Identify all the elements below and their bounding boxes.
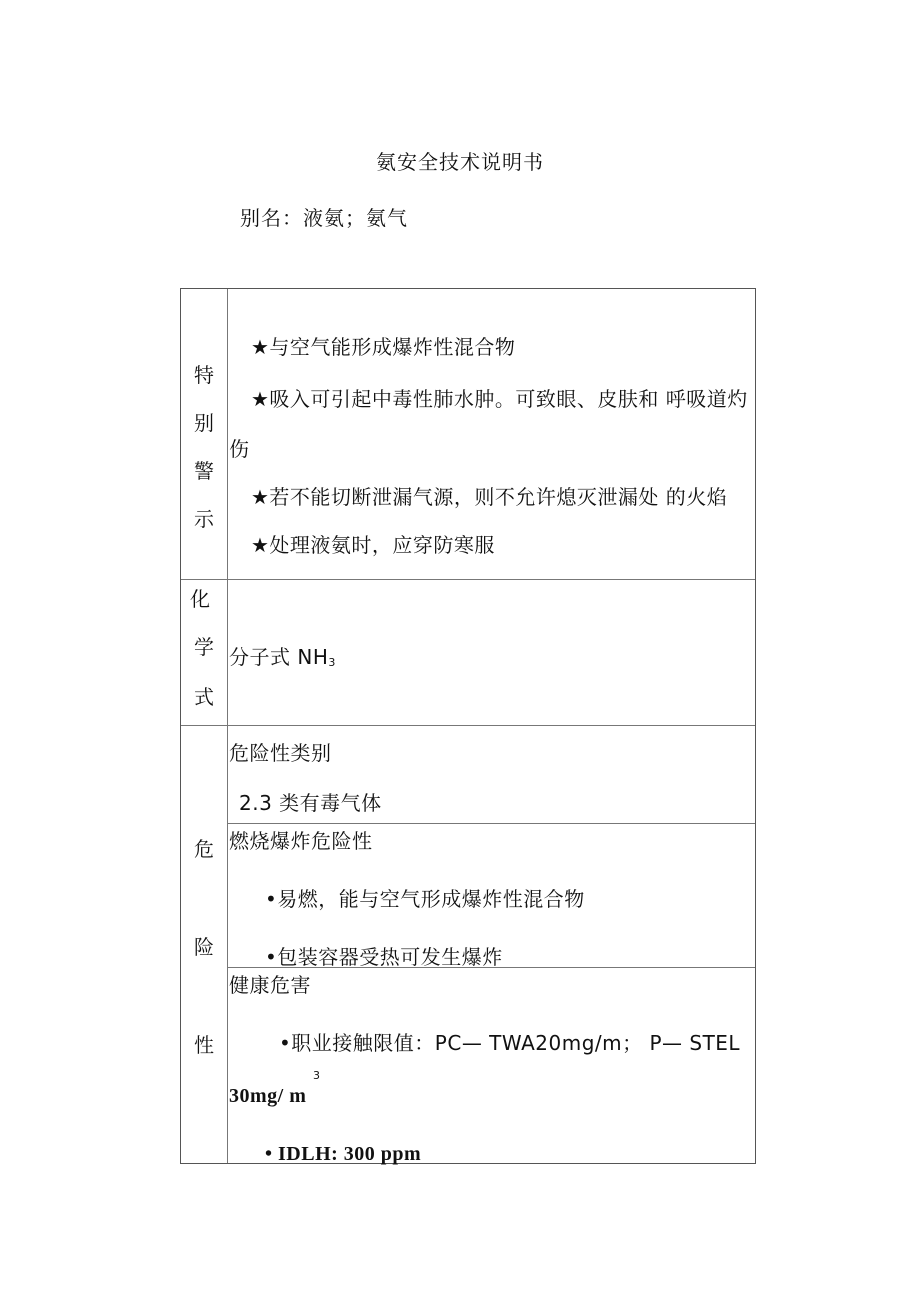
formula-label-char: 化 [190, 587, 210, 611]
warning-item: ★若不能切断泄漏气源，则不允许熄灭泄漏处 的火焰 [251, 485, 728, 509]
subrow-divider-category [227, 823, 755, 824]
warning-item: 伤 [229, 437, 250, 461]
warning-item: ★处理液氨时，应穿防寒服 [251, 533, 495, 557]
row-divider-warning [181, 579, 755, 580]
hazard-category-value: 2.3 类有毒气体 [239, 791, 382, 815]
warning-label-char: 特 [194, 363, 214, 387]
hazard-label-char: 性 [194, 1033, 214, 1057]
document-alias: 别名：液氨；氨气 [240, 206, 408, 230]
fire-hazard-heading: 燃烧爆炸危险性 [229, 829, 373, 853]
fire-hazard-item: •包装容器受热可发生爆炸 [265, 945, 503, 969]
exposure-limit-line-continued: 30mg/ m [229, 1085, 307, 1107]
hazard-label-char: 险 [194, 935, 214, 959]
hazard-label-char: 危 [194, 837, 214, 861]
warning-item: ★与空气能形成爆炸性混合物 [251, 335, 516, 359]
document-title: 氨安全技术说明书 [376, 150, 544, 174]
formula-label-char: 式 [194, 685, 214, 709]
health-hazard-heading: 健康危害 [229, 973, 311, 997]
hazard-category-heading: 危险性类别 [229, 741, 332, 765]
warning-label-char: 别 [194, 411, 214, 435]
warning-item: ★吸入可引起中毒性肺水肿。可致眼、皮肤和 呼吸道灼 [251, 387, 748, 411]
molecular-formula-subscript: 3 [328, 656, 336, 669]
column-divider [227, 289, 228, 1163]
safety-table [180, 288, 756, 1164]
molecular-formula [229, 641, 336, 670]
formula-label-char: 学 [194, 635, 214, 659]
warning-label-char: 示 [194, 507, 214, 531]
exposure-limit-line: •职业接触限值：PC— TWA20mg/m； P— STEL [279, 1031, 741, 1055]
fire-hazard-item: •易燃，能与空气形成爆炸性混合物 [265, 887, 585, 911]
idlh-value: • IDLH: 300 ppm [265, 1143, 422, 1165]
row-divider-formula [181, 725, 755, 726]
warning-label-char: 警 [194, 459, 214, 483]
molecular-formula-text: 分子式 NH [229, 645, 329, 669]
exposure-limit-superscript: 3 [313, 1069, 320, 1082]
